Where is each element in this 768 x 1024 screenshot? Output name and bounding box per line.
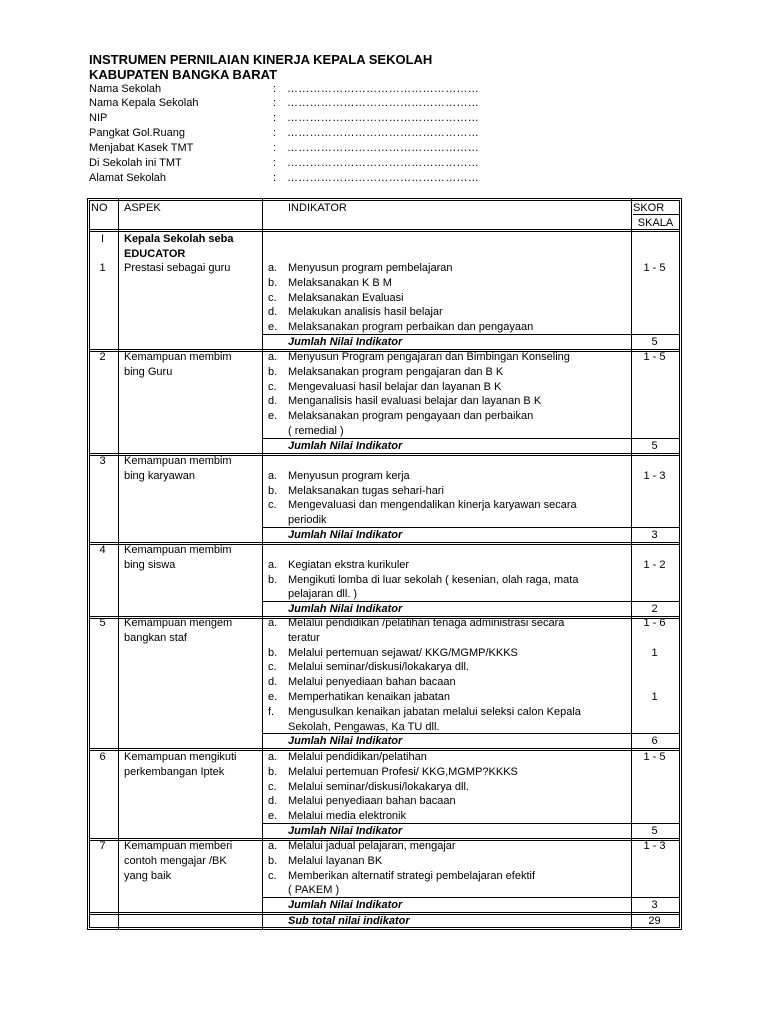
info-label: NIP (89, 112, 108, 124)
aspect-number: 5 (99, 617, 106, 629)
indicator-text: Melaksanakan Evaluasi (288, 291, 404, 304)
indicator-letter: a. (268, 617, 278, 629)
total-label: Jumlah Nilai Indikator (288, 529, 403, 541)
info-colon: : (273, 83, 277, 95)
table-border-right-inner (679, 200, 680, 928)
table-border-left (87, 198, 88, 930)
indicator-text: Memperhatikan kenaikan jabatan (288, 691, 451, 703)
indicator-letter: b. (268, 276, 278, 289)
info-value-blank[interactable]: …………………………………………… (287, 157, 480, 169)
indicator-text: Melaksanakan program pengayaan dan perbaikan (288, 410, 534, 423)
info-value-blank[interactable]: …………………………………………… (287, 142, 480, 154)
scale-value: 1 - 2 (643, 558, 666, 571)
aspect-name: Kemampuan memberi (124, 840, 233, 852)
total-value: 2 (651, 603, 658, 616)
indicator-text: ( remedial ) (288, 425, 344, 437)
indicator-text: Mengusulkan kenaikan jabatan melalui seleksi calon Kepala (288, 705, 581, 718)
header-no: NO (91, 202, 108, 214)
indicator-letter: a. (268, 351, 278, 363)
header-skala: SKALA (637, 217, 674, 229)
indicator-text: Melaksanakan K B M (288, 276, 392, 289)
info-label: Di Sekolah ini TMT (89, 157, 182, 169)
aspect-name: Prestasi sebagai guru (124, 262, 231, 274)
indicator-letter: c. (268, 661, 277, 674)
indicator-text: Melalui penyediaan bahan bacaan (288, 676, 456, 689)
aspect-name: contoh mengajar /BK (124, 854, 227, 867)
indicator-letter: b. (268, 646, 278, 659)
indicator-text: Menyusun Program pengajaran dan Bimbingan Konseling (288, 351, 570, 363)
indicator-text: periodik (288, 514, 327, 527)
aspect-name: perkembangan Iptek (124, 765, 225, 778)
aspect-name: Kemampuan mengikuti (124, 751, 237, 763)
info-colon: : (273, 112, 277, 124)
indicator-letter: b. (268, 365, 278, 378)
indicator-letter: e. (268, 321, 278, 334)
indicator-text: ( PAKEM ) (288, 884, 340, 897)
scale-value: 1 - 3 (643, 469, 666, 482)
total-label: Jumlah Nilai Indikator (288, 603, 403, 616)
aspect-name: Kemampuan membim (124, 455, 232, 467)
aspect-name: Kemampuan membim (124, 544, 232, 556)
aspect-number: 3 (99, 455, 106, 467)
header-skala-rule (633, 214, 679, 215)
indicator-letter: d. (268, 306, 278, 319)
indicator-text: Melalui jadual pelajaran, mengajar (288, 840, 456, 852)
indicator-text: Menyusun program pembelajaran (288, 262, 453, 274)
indicator-text: Melalui layanan BK (288, 854, 383, 867)
indicator-letter: b. (268, 573, 278, 586)
info-colon: : (273, 157, 277, 169)
scale-value: 1 - 5 (643, 262, 666, 274)
info-value-blank[interactable]: …………………………………………… (287, 112, 480, 124)
subtotal-label: Sub total nilai indikator (288, 915, 410, 927)
info-colon: : (273, 172, 277, 184)
indicator-text: Mengevaluasi dan mengendalikan kinerja karyawan secara (288, 499, 577, 512)
info-value-blank[interactable]: …………………………………………… (287, 127, 480, 139)
indicator-letter: f. (268, 705, 275, 718)
indicator-letter: b. (268, 765, 278, 778)
indicator-text: Menganalisis hasil evaluasi belajar dan layanan B K (288, 395, 542, 408)
info-label: Nama Sekolah (89, 83, 162, 95)
indicator-letter: c. (268, 291, 277, 304)
indicator-letter: e. (268, 691, 278, 703)
indicator-text: Mengikuti lomba di luar sekolah ( kesenian, olah raga, mata (288, 573, 579, 586)
info-value-blank[interactable]: …………………………………………… (287, 97, 480, 109)
aspect-number: 2 (99, 351, 106, 363)
assessment-table (87, 198, 682, 930)
indicator-text: Melaksanakan tugas sehari-hari (288, 484, 444, 497)
indicator-text: Melalui pertemuan sejawat/ KKG/MGMP/KKKS (288, 646, 518, 659)
indicator-text: Melaksanakan program perbaikan dan pengayaan (288, 321, 534, 334)
table-border-top-inner (89, 200, 680, 201)
indicator-letter: d. (268, 676, 278, 689)
total-value: 5 (651, 336, 658, 348)
header-aspek: ASPEK (124, 202, 161, 214)
info-label: Alamat Sekolah (89, 172, 167, 184)
column-rule-no (118, 198, 119, 930)
table-border-bottom (87, 929, 682, 930)
indicator-text: Melalui seminar/diskusi/lokakarya dll. (288, 661, 469, 674)
table-border-right (681, 198, 682, 930)
indicator-text: Melalui pendidikan /pelatihan tenaga administrasi secara (288, 617, 565, 629)
header-bottom-rule (89, 229, 680, 230)
info-value-blank[interactable]: …………………………………………… (287, 83, 480, 95)
table-border-top (87, 198, 682, 199)
info-label: Pangkat Gol.Ruang (89, 127, 186, 139)
block-bottom-rule (89, 912, 680, 913)
aspect-name: Kemampuan membim (124, 351, 232, 363)
header-skor: SKOR (633, 202, 665, 214)
info-colon: : (273, 142, 277, 154)
column-rule-aspek (262, 198, 263, 930)
indicator-letter: a. (268, 558, 278, 571)
scale-value: 1 - 5 (643, 751, 666, 763)
indicator-letter: a. (268, 840, 278, 852)
indicator-letter: e. (268, 410, 278, 423)
document-title: INSTRUMEN PERNILAIAN KINERJA KEPALA SEKOLAH (89, 52, 433, 67)
info-label: Nama Kepala Sekolah (89, 97, 199, 109)
section-number: I (100, 233, 105, 245)
total-value: 6 (651, 735, 658, 748)
aspect-number: 1 (99, 262, 106, 274)
indicator-letter: c. (268, 869, 277, 882)
total-label: Jumlah Nilai Indikator (288, 899, 403, 912)
info-label: Menjabat Kasek TMT (89, 142, 194, 154)
scale-value: 1 (651, 646, 658, 659)
indicator-text: Melalui pendidikan/pelatihan (288, 751, 427, 763)
indicator-text: Memberikan alternatif strategi pembelajaran efektif (288, 869, 536, 882)
indicator-letter: b. (268, 484, 278, 497)
aspect-name: yang baik (124, 869, 172, 882)
indicator-letter: d. (268, 795, 278, 808)
info-colon: : (273, 97, 277, 109)
aspect-name: Kemampuan mengem (124, 617, 233, 629)
header-indikator: INDIKATOR (288, 202, 347, 214)
indicator-text: Melaksanakan program pengajaran dan B K (288, 365, 504, 378)
indicator-text: Melakukan analisis hasil belajar (288, 306, 443, 319)
total-value: 5 (651, 439, 658, 452)
total-label: Jumlah Nilai Indikator (288, 336, 403, 348)
subtotal-value: 29 (648, 915, 661, 927)
indicator-text: Melalui pertemuan Profesi/ KKG,MGMP?KKKS (288, 765, 518, 778)
total-label: Jumlah Nilai Indikator (288, 825, 403, 837)
aspect-number: 7 (99, 840, 106, 852)
indicator-text: Kegiatan ekstra kurikuler (288, 558, 410, 571)
total-value: 5 (651, 825, 658, 837)
indicator-text: Melalui penyediaan bahan bacaan (288, 795, 456, 808)
indicator-text: Melalui seminar/diskusi/lokakarya dll. (288, 780, 469, 793)
total-label: Jumlah Nilai Indikator (288, 735, 403, 748)
indicator-text: Menyusun program kerja (288, 469, 410, 482)
total-value: 3 (651, 899, 658, 912)
indicator-text: Melalui media elektronik (288, 810, 406, 823)
info-value-blank[interactable]: …………………………………………… (287, 172, 480, 184)
indicator-letter: e. (268, 810, 278, 823)
indicator-letter: d. (268, 395, 278, 408)
aspect-name: bangkan staf (124, 631, 187, 644)
aspect-name: bing Guru (124, 365, 173, 378)
aspect-number: 6 (99, 751, 106, 763)
indicator-letter: c. (268, 499, 277, 512)
scale-value: 1 - 3 (643, 840, 666, 852)
indicator-letter: a. (268, 469, 278, 482)
indicator-letter: a. (268, 262, 278, 274)
table-border-left-inner (89, 200, 90, 928)
indicator-letter: b. (268, 854, 278, 867)
aspect-number: 4 (99, 544, 106, 556)
indicator-letter: c. (268, 380, 277, 393)
indicator-text: teratur (288, 631, 320, 644)
section-title: EDUCATOR (124, 248, 186, 260)
indicator-text: Sekolah, Pengawas, Ka TU dll. (288, 720, 440, 733)
info-colon: : (273, 127, 277, 139)
total-label: Jumlah Nilai Indikator (288, 439, 403, 452)
scale-value: 1 - 6 (643, 617, 666, 629)
scale-value: 1 (651, 691, 658, 703)
aspect-name: bing karyawan (124, 469, 195, 482)
indicator-letter: c. (268, 780, 277, 793)
section-title: Kepala Sekolah seba (124, 233, 234, 245)
document-subtitle: KABUPATEN BANGKA BARAT (89, 67, 278, 82)
scale-value: 1 - 5 (643, 351, 666, 363)
total-value: 3 (651, 529, 658, 541)
indicator-letter: a. (268, 751, 278, 763)
aspect-name: bing siswa (124, 558, 176, 571)
indicator-text: Mengevaluasi hasil belajar dan layanan B K (288, 380, 502, 393)
indicator-text: pelajaran dll. ) (288, 588, 358, 601)
